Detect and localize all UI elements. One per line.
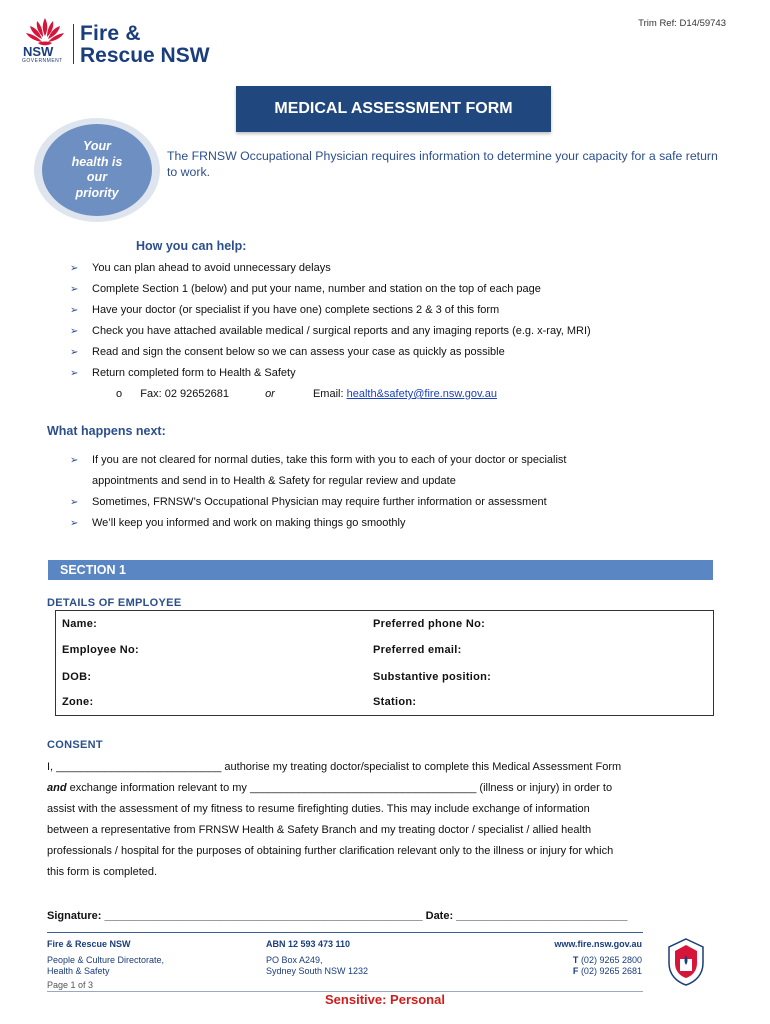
fax-label: F (572, 966, 579, 976)
consent-line-2: and exchange information relevant to my _____________________________________ (illness or injury) in order to (47, 782, 613, 794)
list-item: ➢ Read and sign the consent below so we can assess your case as quickly as possible (70, 346, 505, 358)
fax-number: Fax: 02 92652681 (140, 388, 229, 400)
email-link[interactable]: health&safety@fire.nsw.gov.au (346, 388, 497, 400)
employee-no-field[interactable]: Employee No: (62, 644, 139, 656)
what-happens-next-heading: What happens next: (47, 424, 166, 438)
contact-line (116, 388, 497, 400)
logo-divider (73, 24, 74, 64)
email-label: Email: (312, 388, 344, 400)
section-1-bar: SECTION 1 (48, 560, 713, 580)
consent-line-5: professionals / hospital for the purposes of obtaining further clarification relevant only to the illness or injury for which (47, 845, 614, 857)
footer-rule (47, 932, 643, 933)
help-list (70, 262, 730, 412)
footer-org: Fire & Rescue NSW (47, 939, 131, 949)
consent-line-4: between a representative from FRNSW Health & Safety Branch and my treating doctor / specialist / allied health (47, 824, 592, 836)
sensitivity-label: Sensitive: Personal (325, 992, 445, 1007)
arrow-bullet-icon: ➢ (70, 497, 79, 508)
list-item: ➢ Sometimes, FRNSW’s Occupational Physician may require further information or assessment (70, 496, 547, 508)
list-item-continued: appointments and send in to Health & Safety for regular review and update (92, 475, 456, 487)
fax-footer-number: (02) 9265 2681 (580, 966, 642, 976)
nsw-wordmark: NSW (23, 44, 54, 59)
arrow-bullet-icon: ➢ (70, 326, 79, 337)
employee-details-table (55, 610, 714, 716)
trim-reference: Trim Ref: D14/59743 (638, 18, 726, 29)
arrow-bullet-icon: ➢ (70, 284, 79, 295)
and-emphasis: and (47, 782, 67, 794)
consent-line-6: this form is completed. (47, 866, 158, 878)
station-field[interactable]: Station: (373, 696, 417, 708)
phone-number: (02) 9265 2800 (580, 955, 642, 965)
list-item: ➢ Have your doctor (or specialist if you have one) complete sections 2 & 3 of this form (70, 304, 500, 316)
list-item: ➢ Check you have attached available medical / surgical reports and any imaging reports (e.g. x-ray, MRI) (70, 325, 591, 337)
intro-text: The FRNSW Occupational Physician requires information to determine your capacity for a safe return to work. (167, 149, 718, 179)
arrow-bullet-icon: ➢ (70, 368, 79, 379)
footer-abn: ABN 12 593 473 110 (266, 939, 351, 949)
arrow-bullet-icon: ➢ (70, 518, 79, 529)
consent-line-1: I, ___________________________ authorise my treating doctor/specialist to complete this Medical Assessment Form (47, 761, 622, 773)
priority-line-2: health is (71, 154, 123, 169)
list-item: ➢ Return completed form to Health & Safety (70, 367, 296, 379)
or-text: or (265, 388, 275, 400)
arrow-bullet-icon: ➢ (70, 455, 79, 466)
dob-field[interactable]: DOB: (62, 671, 92, 683)
logo-line-1: Fire & (80, 22, 141, 45)
substantive-position-field[interactable]: Substantive position: (373, 671, 492, 683)
arrow-bullet-icon: ➢ (70, 305, 79, 316)
consent-line-3: assist with the assessment of my fitness to resume firefighting duties. This may include exchange of information (47, 803, 590, 815)
footer-directorate: People & Culture Directorate, Health & Safety (47, 955, 165, 976)
form-title: MEDICAL ASSESSMENT FORM (236, 86, 551, 132)
arrow-bullet-icon: ➢ (70, 263, 79, 274)
list-item: ➢ If you are not cleared for normal duties, take this form with you to each of your doctor or specialist (70, 454, 567, 466)
priority-line-4: priority (75, 185, 119, 200)
footer-website[interactable]: www.fire.nsw.gov.au (554, 939, 642, 949)
preferred-phone-field[interactable]: Preferred phone No: (373, 618, 486, 630)
list-item: ➢ We’ll keep you informed and work on making things go smoothly (70, 517, 406, 529)
next-steps-list (70, 454, 730, 534)
how-you-can-help-heading: How you can help: (136, 239, 247, 253)
details-of-employee-heading: DETAILS OF EMPLOYEE (47, 597, 182, 609)
page-number: Page 1 of 3 (47, 980, 94, 990)
sub-bullet: o (116, 388, 123, 400)
name-field[interactable]: Name: (62, 618, 98, 630)
consent-heading: CONSENT (47, 739, 103, 751)
priority-line-1: Your (82, 139, 111, 153)
zone-field[interactable]: Zone: (62, 696, 94, 708)
logo-line-2: Rescue NSW (80, 44, 210, 67)
list-item: ➢ Complete Section 1 (below) and put your name, number and station on the top of each page (70, 283, 541, 295)
list-item: ➢ You can plan ahead to avoid unnecessary delays (70, 262, 331, 274)
footer-phones (573, 955, 642, 977)
frnsw-crest-icon (666, 937, 706, 987)
priority-line-3: our (86, 170, 108, 184)
priority-circle (42, 124, 152, 216)
government-wordmark: GOVERNMENT (22, 58, 63, 64)
signature-date-line[interactable]: Signature: ____________________________________________________ Date: ____________________________ (47, 910, 628, 922)
arrow-bullet-icon: ➢ (70, 347, 79, 358)
preferred-email-field[interactable]: Preferred email: (373, 644, 462, 656)
phone-label: T (572, 955, 579, 965)
footer-address: PO Box A249, Sydney South NSW 1232 (266, 955, 369, 976)
